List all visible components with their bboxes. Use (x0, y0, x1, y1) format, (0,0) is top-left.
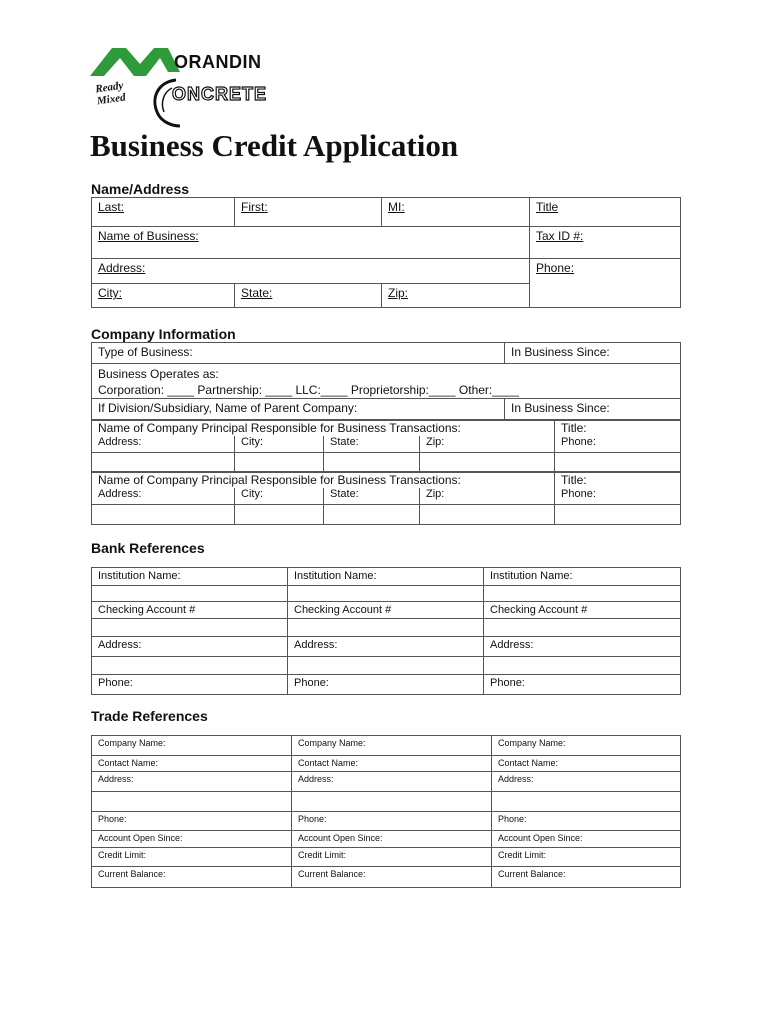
section-heading-company: Company Information (91, 326, 236, 342)
bank-2-address-label: Address: (288, 637, 484, 657)
principal-1-state-label: State: (324, 436, 420, 452)
trade-2-contact-field[interactable]: Contact Name: (292, 756, 492, 772)
bank-2-checking-input[interactable] (288, 619, 484, 637)
bank-3-checking-label: Checking Account # (484, 602, 681, 619)
trade-1-current-balance-field[interactable]: Current Balance: (92, 867, 292, 888)
trade-2-account-open-field[interactable]: Account Open Since: (292, 831, 492, 848)
principal-2-zip-input[interactable] (420, 504, 555, 524)
bank-1-institution-input[interactable] (92, 586, 288, 602)
trade-2-company-field[interactable]: Company Name: (292, 736, 492, 756)
principal-2-name-field[interactable]: Name of Company Principal Responsible for Business Transactions: (92, 472, 555, 489)
type-of-business-field[interactable]: Type of Business: (92, 343, 505, 364)
principal-1-zip-input[interactable] (420, 452, 555, 472)
principal-1-phone-label: Phone: (555, 436, 681, 452)
principal-1-address-input[interactable] (92, 452, 235, 472)
principal-2-phone-input[interactable] (555, 504, 681, 524)
principal-2-zip-label: Zip: (420, 488, 555, 504)
principal-2-state-input[interactable] (324, 504, 420, 524)
principal-2-address-label: Address: (92, 488, 235, 504)
bank-3-address-label: Address: (484, 637, 681, 657)
trade-1-address-label: Address: (92, 772, 292, 792)
address-field[interactable]: Address: (92, 259, 530, 284)
principal-2-phone-label: Phone: (555, 488, 681, 504)
trade-2-current-balance-field[interactable]: Current Balance: (292, 867, 492, 888)
trade-3-credit-limit-field[interactable]: Credit Limit: (492, 848, 681, 867)
principal-2-title-field[interactable]: Title: (555, 472, 681, 489)
title-field[interactable]: Title (530, 198, 681, 227)
trade-2-address-input[interactable] (292, 792, 492, 812)
trade-3-company-field[interactable]: Company Name: (492, 736, 681, 756)
bank-references-table (91, 567, 681, 695)
trade-3-current-balance-field[interactable]: Current Balance: (492, 867, 681, 888)
bank-3-checking-input[interactable] (484, 619, 681, 637)
logo-bottom-text: ONCRETE (172, 84, 268, 104)
bank-2-institution-label: Institution Name: (288, 568, 484, 586)
principal-2-address-input[interactable] (92, 504, 235, 524)
logo-top-text: ORANDIN (174, 52, 262, 72)
bank-1-address-label: Address: (92, 637, 288, 657)
bank-3-address-input[interactable] (484, 657, 681, 675)
section-heading-trade: Trade References (91, 708, 208, 724)
trade-3-contact-field[interactable]: Contact Name: (492, 756, 681, 772)
bank-1-institution-label: Institution Name: (92, 568, 288, 586)
parent-company-field[interactable]: If Division/Subsidiary, Name of Parent Company: (92, 399, 505, 421)
trade-1-credit-limit-field[interactable]: Credit Limit: (92, 848, 292, 867)
principal-1-name-field[interactable]: Name of Company Principal Responsible for Business Transactions: (92, 420, 555, 437)
bank-3-institution-input[interactable] (484, 586, 681, 602)
principal-2-city-input[interactable] (235, 504, 324, 524)
principal-2-city-label: City: (235, 488, 324, 504)
principal-1-phone-input[interactable] (555, 452, 681, 472)
phone-field[interactable]: Phone: (530, 259, 681, 308)
logo-ready-mixed: Ready Mixed (94, 79, 127, 108)
company-logo (88, 42, 268, 130)
trade-3-address-input[interactable] (492, 792, 681, 812)
business-name-field[interactable]: Name of Business: (92, 227, 530, 259)
trade-3-account-open-field[interactable]: Account Open Since: (492, 831, 681, 848)
state-field[interactable]: State: (235, 284, 382, 308)
middle-initial-field[interactable]: MI: (382, 198, 530, 227)
trade-1-address-input[interactable] (92, 792, 292, 812)
bank-1-checking-label: Checking Account # (92, 602, 288, 619)
bank-3-institution-label: Institution Name: (484, 568, 681, 586)
trade-2-phone-field[interactable]: Phone: (292, 812, 492, 831)
bank-2-institution-input[interactable] (288, 586, 484, 602)
trade-2-credit-limit-field[interactable]: Credit Limit: (292, 848, 492, 867)
trade-references-table (91, 735, 681, 888)
trade-3-phone-field[interactable]: Phone: (492, 812, 681, 831)
bank-2-checking-label: Checking Account # (288, 602, 484, 619)
principal-1-city-label: City: (235, 436, 324, 452)
bank-2-phone-field[interactable]: Phone: (288, 675, 484, 695)
page-title: Business Credit Application (90, 128, 459, 163)
bank-1-checking-input[interactable] (92, 619, 288, 637)
name-address-table (91, 197, 681, 308)
trade-2-address-label: Address: (292, 772, 492, 792)
bank-1-address-input[interactable] (92, 657, 288, 675)
tax-id-field[interactable]: Tax ID #: (530, 227, 681, 259)
trade-1-contact-field[interactable]: Contact Name: (92, 756, 292, 772)
city-field[interactable]: City: (92, 284, 235, 308)
first-name-field[interactable]: First: (235, 198, 382, 227)
section-heading-bank: Bank References (91, 540, 205, 556)
principal-2-table (91, 471, 681, 525)
principal-1-state-input[interactable] (324, 452, 420, 472)
trade-1-account-open-field[interactable]: Account Open Since: (92, 831, 292, 848)
principal-1-table (91, 419, 681, 473)
trade-1-company-field[interactable]: Company Name: (92, 736, 292, 756)
principal-1-address-label: Address: (92, 436, 235, 452)
company-info-table (91, 342, 681, 421)
bank-3-phone-field[interactable]: Phone: (484, 675, 681, 695)
section-heading-name-address: Name/Address (91, 181, 190, 197)
last-name-field[interactable]: Last: (92, 198, 235, 227)
principal-1-zip-label: Zip: (420, 436, 555, 452)
parent-in-business-since-field[interactable]: In Business Since: (505, 399, 681, 421)
in-business-since-field[interactable]: In Business Since: (505, 343, 681, 364)
trade-1-phone-field[interactable]: Phone: (92, 812, 292, 831)
zip-field[interactable]: Zip: (382, 284, 530, 308)
principal-1-city-input[interactable] (235, 452, 324, 472)
principal-1-title-field[interactable]: Title: (555, 420, 681, 437)
bank-1-phone-field[interactable]: Phone: (92, 675, 288, 695)
trade-3-address-label: Address: (492, 772, 681, 792)
principal-2-state-label: State: (324, 488, 420, 504)
bank-2-address-input[interactable] (288, 657, 484, 675)
operates-as-field[interactable]: Business Operates as: Corporation: ____ Partnership: ____ LLC:____ Proprietorship:____ Other:____ (92, 364, 681, 399)
